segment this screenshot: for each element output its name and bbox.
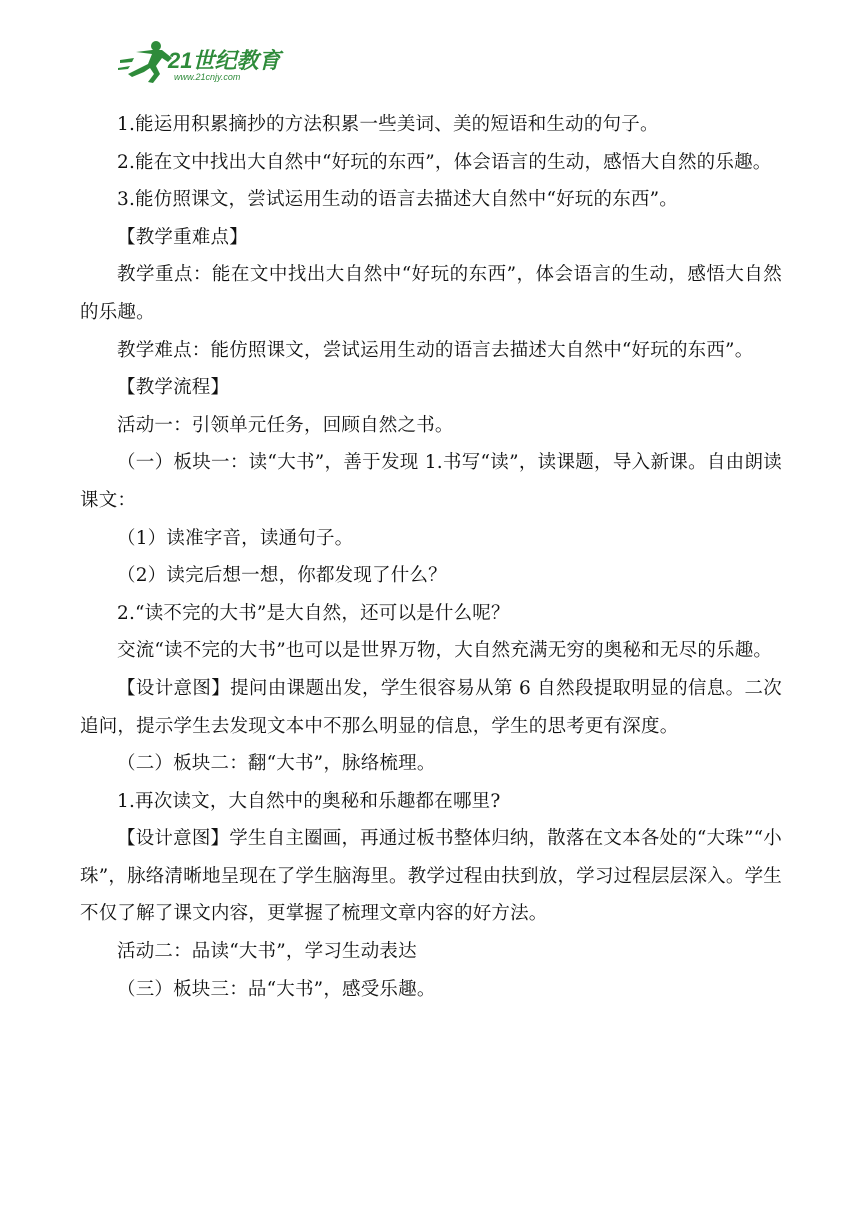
activity-1: 活动一：引领单元任务，回顾自然之书。 (117, 414, 454, 436)
objective-2: 2.能在文中找出大自然中“好玩的东西”，体会语言的生动，感悟大自然的乐趣。 (117, 151, 772, 173)
logo-text: 21世纪教育 (168, 48, 281, 73)
block-3: （三）板块三：品“大书”，感受乐趣。 (117, 978, 436, 1000)
activity-2: 活动二：品读“大书”，学习生动表达 (117, 941, 417, 963)
section-heading-key-points: 【教学重难点】 (117, 226, 248, 248)
difficult-point: 教学难点：能仿照课文，尝试运用生动的语言去描述大自然中“好玩的东西”。 (117, 339, 754, 361)
key-point: 教学重点：能在文中找出大自然中“好玩的东西”，体会语言的生动，感悟大自然的乐趣。 (80, 264, 782, 323)
discussion: 交流“读不完的大书”也可以是世界万物，大自然充满无穷的奥秘和无尽的乐趣。 (117, 640, 773, 662)
design-intent-1: 【设计意图】提问由课题出发，学生很容易从第 6 自然段提取明显的信息。二次追问，提示学生去发现文本中不那么明显的信息，学生的思考更有深度。 (80, 677, 782, 737)
section-heading-process: 【教学流程】 (117, 377, 230, 399)
document-body (80, 106, 782, 1008)
objective-1: 1.能运用积累摘抄的方法积累一些美词、美的短语和生动的句子。 (117, 114, 659, 135)
design-intent-2: 【设计意图】学生自主圈画，再通过板书整体归纳，散落在文本各处的“大珠”“小珠”，脉络清晰地呈现在了学生脑海里。教学过程由扶到放，学习过程层层深入。学生不仅了解了课文内容，更掌握了梳理文章内容的好方法。 (80, 828, 782, 925)
logo-url-text: www.21cnjy.com (174, 72, 241, 82)
objective-3: 3.能仿照课文，尝试运用生动的语言去描述大自然中“好玩的东西”。 (117, 189, 678, 211)
step-2: （2）读完后想一想，你都发现了什么？ (117, 565, 447, 587)
block-1: （一）板块一：读“大书”，善于发现 1.书写“读”，读课题，导入新课。自由朗读课文： (80, 452, 782, 511)
brand-logo (118, 38, 288, 84)
runner-logo-icon (118, 38, 288, 84)
block-2: （二）板块二：翻“大书”，脉络梳理。 (117, 753, 436, 775)
step-1: （1）读准字音，读通句子。 (117, 527, 354, 549)
question-2: 2.“读不完的大书”是大自然，还可以是什么呢？ (117, 602, 510, 624)
reread-question: 1.再次读文，大自然中的奥秘和乐趣都在哪里? (117, 790, 501, 812)
